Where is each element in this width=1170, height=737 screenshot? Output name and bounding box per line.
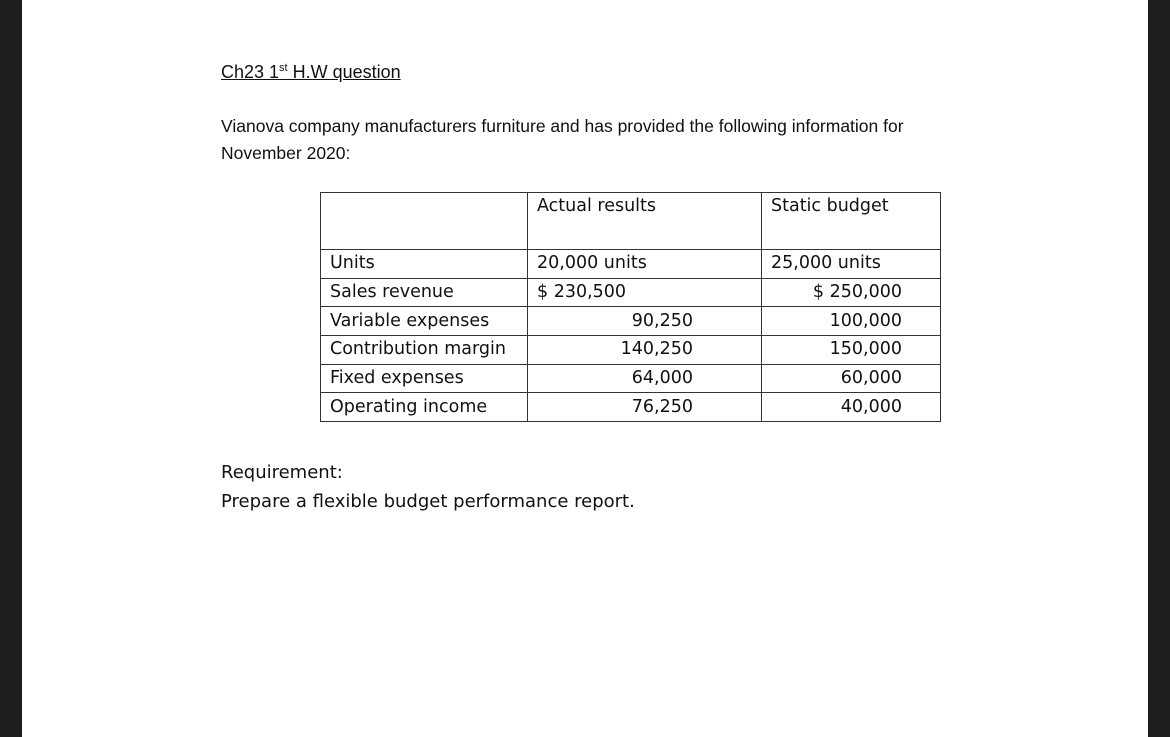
title-superscript: st bbox=[279, 62, 288, 74]
static-value: 150,000 bbox=[762, 336, 941, 365]
row-label: Operating income bbox=[321, 393, 528, 422]
table-row bbox=[321, 307, 941, 336]
title-prefix: Ch23 1 bbox=[221, 62, 280, 82]
row-label: Units bbox=[321, 250, 528, 279]
row-label: Sales revenue bbox=[321, 278, 528, 307]
static-value: 100,000 bbox=[762, 307, 941, 336]
table-header-row bbox=[321, 193, 941, 250]
row-label: Fixed expenses bbox=[321, 364, 528, 393]
document-title bbox=[221, 62, 401, 83]
table-row bbox=[321, 393, 941, 422]
actual-value: 76,250 bbox=[528, 393, 762, 422]
header-actual-results: Actual results bbox=[528, 193, 762, 250]
intro-paragraph: Vianova company manufacturers furniture and has provided the following information for November 2020: bbox=[221, 116, 904, 163]
requirement-text: Prepare a flexible budget performance report. bbox=[221, 491, 635, 512]
row-label: Contribution margin bbox=[321, 336, 528, 365]
static-value: 25,000 units bbox=[762, 250, 941, 279]
actual-value: 90,250 bbox=[528, 307, 762, 336]
actual-value: 64,000 bbox=[528, 364, 762, 393]
title-suffix: H.W question bbox=[287, 62, 401, 82]
actual-value: $ 230,500 bbox=[528, 278, 762, 307]
requirement-label: Requirement: bbox=[221, 462, 343, 483]
requirement-section bbox=[221, 458, 635, 516]
static-value: $ 250,000 bbox=[762, 278, 941, 307]
document-page bbox=[22, 0, 1148, 737]
static-value: 60,000 bbox=[762, 364, 941, 393]
header-static-budget: Static budget bbox=[762, 193, 941, 250]
table-row bbox=[321, 278, 941, 307]
budget-table bbox=[320, 192, 941, 422]
actual-value: 140,250 bbox=[528, 336, 762, 365]
table-row bbox=[321, 250, 941, 279]
header-empty-cell bbox=[321, 193, 528, 250]
table-row bbox=[321, 336, 941, 365]
actual-value: 20,000 units bbox=[528, 250, 762, 279]
static-value: 40,000 bbox=[762, 393, 941, 422]
row-label: Variable expenses bbox=[321, 307, 528, 336]
table-row bbox=[321, 364, 941, 393]
